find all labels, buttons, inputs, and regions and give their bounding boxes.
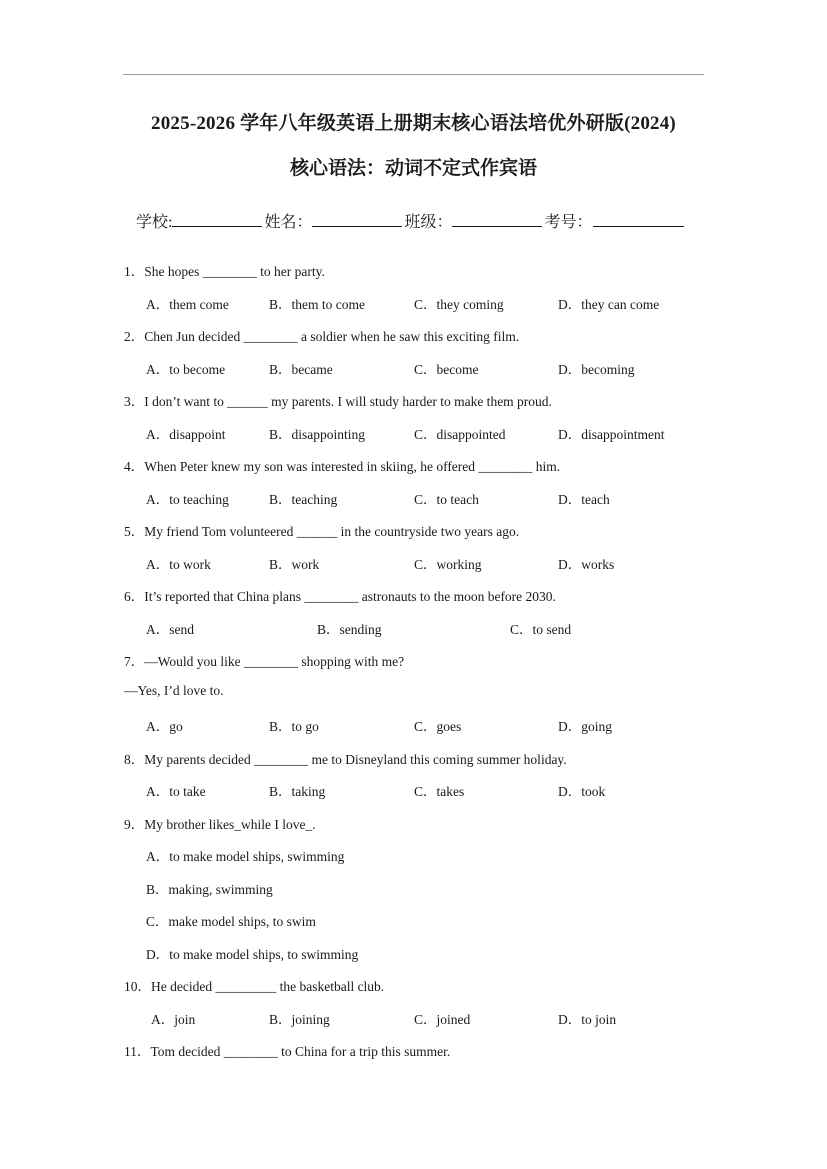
school-label: 学校: (136, 214, 173, 231)
question-7-option-b[interactable]: B．to go (269, 719, 319, 734)
question-8-option-d[interactable]: D．took (558, 784, 606, 799)
question-9-stem: 9．My brother likes_while I love_. (124, 817, 316, 832)
question-3-option-d[interactable]: D．disappointment (558, 427, 665, 442)
question-2-option-d[interactable]: D．becoming (558, 362, 635, 377)
question-3-stem: 3．I don’t want to ______ my parents. I will study harder to make them proud. (124, 394, 552, 409)
question-7-option-a[interactable]: A．go (146, 719, 183, 734)
question-9-option-b[interactable]: B．making, swimming (146, 882, 273, 897)
question-1-option-c[interactable]: C．they coming (414, 297, 504, 312)
question-10-option-a[interactable]: A．join (151, 1012, 196, 1027)
question-2-option-c[interactable]: C．become (414, 362, 479, 377)
name-blank[interactable] (312, 212, 402, 227)
question-7-option-c[interactable]: C．goes (414, 719, 462, 734)
question-5-option-c[interactable]: C．working (414, 557, 482, 572)
question-9-option-a[interactable]: A．to make model ships, swimming (146, 849, 345, 864)
question-10-option-b[interactable]: B．joining (269, 1012, 330, 1027)
question-2-stem: 2．Chen Jun decided ________ a soldier when he saw this exciting film. (124, 329, 520, 344)
question-6-option-a[interactable]: A．send (146, 622, 194, 637)
question-8-option-c[interactable]: C．takes (414, 784, 465, 799)
name-label: 姓名： (264, 214, 313, 231)
question-2-option-b[interactable]: B．became (269, 362, 333, 377)
question-9-option-d[interactable]: D．to make model ships, to swimming (146, 947, 359, 962)
question-10-option-c[interactable]: C．joined (414, 1012, 471, 1027)
page-subtitle: 核心语法：动词不定式作宾语 (289, 158, 537, 179)
question-4-stem: 4．When Peter knew my son was interested in skiing, he offered ________ him. (124, 459, 561, 474)
question-7-stem: 7．—Would you like ________ shopping with me? (124, 654, 405, 669)
question-6-stem: 6．It’s reported that China plans ________ astronauts to the moon before 2030. (124, 589, 556, 604)
question-5-option-d[interactable]: D．works (558, 557, 615, 572)
exam-no-blank[interactable] (593, 212, 684, 227)
question-6-option-c[interactable]: C．to send (510, 622, 572, 637)
question-4-option-d[interactable]: D．teach (558, 492, 610, 507)
question-5-stem: 5．My friend Tom volunteered ______ in the countryside two years ago. (124, 524, 520, 539)
class-blank[interactable] (452, 212, 542, 227)
question-6-option-b[interactable]: B．sending (317, 622, 382, 637)
question-1-option-b[interactable]: B．them to come (269, 297, 365, 312)
question-4-option-c[interactable]: C．to teach (414, 492, 479, 507)
page-title: 2025-2026 学年八年级英语上册期末核心语法培优外研版(2024) (151, 113, 676, 134)
question-10-option-d[interactable]: D．to join (558, 1012, 617, 1027)
question-7-reply: —Yes, I’d love to. (124, 683, 224, 698)
student-info-row (136, 209, 686, 232)
question-1-option-a[interactable]: A．them come (146, 297, 229, 312)
question-5-option-b[interactable]: B．work (269, 557, 320, 572)
question-3-option-b[interactable]: B．disappointing (269, 427, 366, 442)
question-1-stem: 1．She hopes ________ to her party. (124, 264, 325, 279)
question-8-option-b[interactable]: B．taking (269, 784, 326, 799)
question-3-option-c[interactable]: C．disappointed (414, 427, 506, 442)
question-8-stem: 8．My parents decided ________ me to Disneyland this coming summer holiday. (124, 752, 567, 767)
question-4-option-a[interactable]: A．to teaching (146, 492, 229, 507)
question-4-option-b[interactable]: B．teaching (269, 492, 338, 507)
exam-no-label: 考号： (544, 214, 593, 231)
question-9-option-c[interactable]: C．make model ships, to swim (146, 914, 316, 929)
header-rule (123, 74, 704, 75)
question-1-option-d[interactable]: D．they can come (558, 297, 660, 312)
question-10-stem: 10．He decided _________ the basketball club. (124, 979, 385, 994)
question-2-option-a[interactable]: A．to become (146, 362, 226, 377)
question-11-stem: 11．Tom decided ________ to China for a trip this summer. (124, 1044, 451, 1059)
question-5-option-a[interactable]: A．to work (146, 557, 211, 572)
class-label: 班级： (404, 214, 453, 231)
school-blank[interactable] (172, 212, 262, 227)
question-3-option-a[interactable]: A．disappoint (146, 427, 226, 442)
question-7-option-d[interactable]: D．going (558, 719, 612, 734)
question-8-option-a[interactable]: A．to take (146, 784, 206, 799)
